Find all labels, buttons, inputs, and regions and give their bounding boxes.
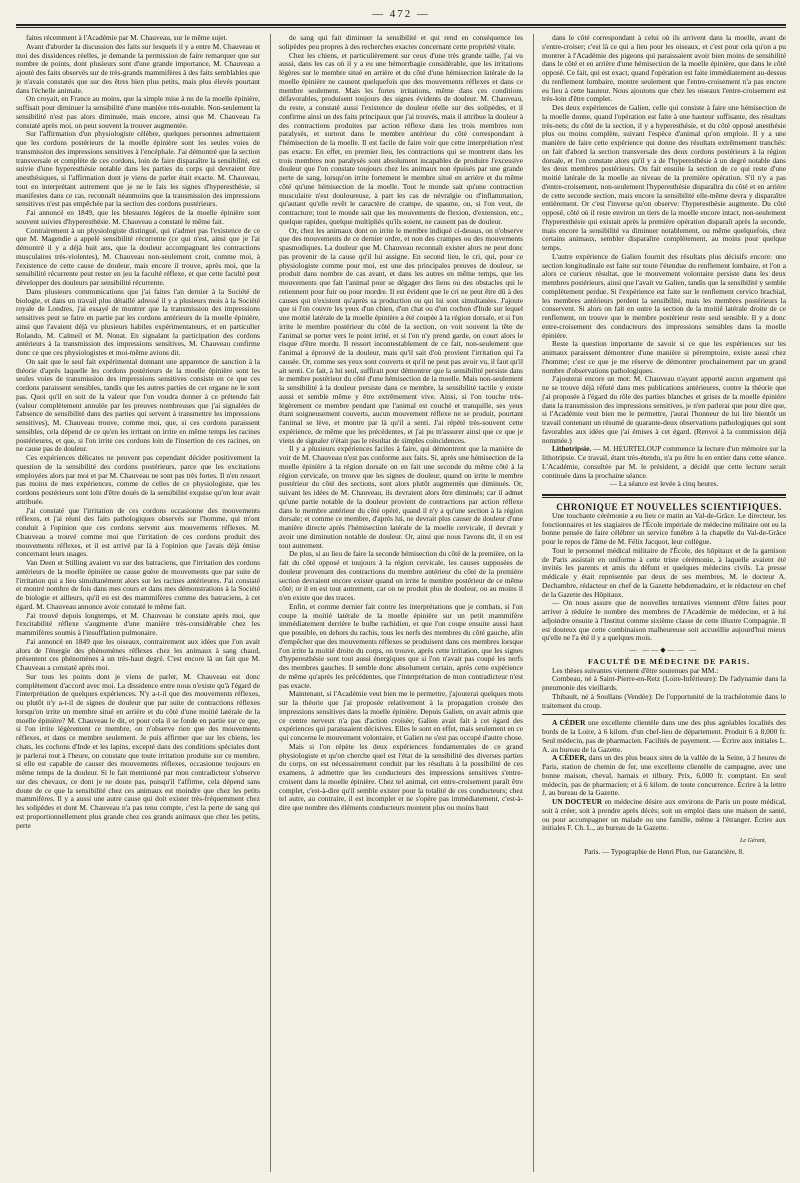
faculty-intro: Les thèses suivantes viennent d'être soutenues par MM.:	[552, 665, 719, 675]
column2-paragraph: Il y a plusieurs expériences faciles à faire, qui démontrent que la manière de voir de M. Chauveau n'est pas conforme aux faits. Si, après une hémisection de la moelle épinière à la région dorsale on en fait une seconde du même côté à la région cervicale, on trouve que les signes de douleur, quand on irrite le membre postérieur du côté des sections, sont alors plutôt augmentés que diminués. Or, suivant les idées de M. Chauveau, ils devraient alors être diminués; car il admet qu'une partie notable de la douleur provient de contractions par action réflexe dans le membre antérieur du côté opéré, quand il n'y a qu'une section à la région dorsale; et comme ce membre, d'après lui, ne devrait plus causer de douleur d'une manière directe après l'hémisection latérale de la moelle cervicale, il devrait y avoir une diminution notable de douleur. Or, ainsi que nous l'avons dit, il en est tout autrement.	[279, 444, 523, 550]
newspaper-page	[0, 4, 800, 1183]
column3-intro-paragraph: dans le côté correspondant à celui où ils arrivent dans la moelle, avant de s'entre-croiser; c'est là ce qui a lieu pour les oiseaux, et c'est pour cela qu'on a pu montrer à l'Académie des pigeons qui paraissaient avoir bien moins de sensibilité dans le côté et en arrière d'une hémisection de la moelle épinière, que dans le côté opposé. Ce fait, qui est exact, quand l'opération est faite immédiatement au-dessus du renflement lombaire, montre seulement que l'entre-croisement n'a pas encore eu lieu à cette hauteur. Nous ajoutons que chez les oiseaux l'entre-croisement est très-loin d'être complet.	[542, 34, 786, 104]
ads-body	[542, 719, 786, 833]
column2-paragraph: de sang qui fait diminuer la sensibilité et qui rend en conséquence les solipèdes peu propres à des recherches exactes concernant cette propriété vitale.	[279, 34, 523, 51]
classified-ad-lead: A CÉDER	[552, 718, 586, 728]
column2-paragraph: Chez les chiens, et particulièrement sur ceux d'une très grande taille, j'ai vu aussi, dans les cas où il y a eu une hémorrhagie considérable, que les irritations légères sur le membre situé en arrière et du côté d'une hémisection latérale de la moelle épinière ne causent quelquefois que des mouvements réflexes et dans ce membre seulement. Mais les fortes irritations, même dans ces conditions défavorables, produisent toujours des signes évidents de douleur. M. Chauveau, du reste, a constaté aussi l'existence de douleur réelle sur des solipèdes, et il confirme ainsi un des faits principaux que j'ai trouvés, mais il attribue la douleur à des contractions produites par action réflexe dans les trois membres non paralysés, et surtout dans le membre antérieur du côté correspondant à l'hémisection de la moelle. Il est facile de faire voir que cette interprétation n'est pas exacte. En effet, en premier lieu, les contractions qui se montrent dans les trois membres non paralysés sont absolument incapables de produire l'excessive douleur que l'on constate toujours chez les animaux non épuisés par une grande perte de sang, lorsqu'on irrite fortement le membre situé en arrière et du même côté qu'une hémisection de la moelle. Tout le monde sait qu'une contraction musculaire n'est douloureuse, à part les cas de névralgie ou d'inflammation, qu'autant qu'elle revêt le caractère de crampe, de spasme, ou, si l'on veut, de contracture; tout le monde sait que les mouvements de flexion, d'extension, etc., quelque rapides, quelque multipliés qu'ils soient, ne causent pas de douleur.	[279, 50, 523, 226]
column3-intro-paragraph: J'ajouterai encore un mot: M. Chauveau n'ayant apporté aucun argument qui ne se trouve déjà réfuté dans mes publications antérieures, contre la théorie que j'ai proposée à l'égard du rôle des parties blanches et grises de la moelle épinière dans la transmission des impressions sensitives, je n'en parlerai que pour dire que, si l'Académie veut bien me le permettre, j'aurai l'honneur de lui lire bientôt un travail contenant un résumé de quarante-deux observations pathologiques qui sont favorables aux idées que j'ai émises à cet égard. (Renvoi à la commission déjà nommée.)	[542, 374, 786, 445]
theses-body	[542, 675, 786, 710]
column-3-intro	[542, 34, 786, 445]
thesis-item: Thibault, né à Soullans (Vendée): De l'opportunité de la trachéotomie dans le traitement du croup.	[542, 691, 786, 710]
printer-line: Paris. — Typographie de Henri Plon, rue Garancière, 8.	[584, 847, 744, 856]
column-2	[270, 34, 523, 1172]
column1-paragraph: Dans plusieurs communications que j'ai faites l'an dernier à la Société de biologie, et dans un travail plus détaillé adressé il y a plusieurs mois à la Société royale de Londres, j'ai essayé de montrer que la transmission des impressions sensitives peut se faire en partie par les cordons antérieurs de la moelle épinière, ainsi que l'avaient déjà vu plusieurs habiles expérimentateurs, et en particulier Rolando, M. Calmeil et M. Nonat. En signalant la participation des cordons antérieurs à la transmission des impressions sensitives, M. Chauveau confirme donc ce que ces physiologistes et moi-même avions dit.	[16, 286, 260, 357]
column1-paragraph: On croyait, en France au moins, que la simple mise à nu de la moelle épinière, suffisait pour diminuer la sensibilité d'une manière très-notable. Non-seulement la sensibilité n'est pas alors diminuée, mais encore, ainsi que M. Chauveau l'a constaté après moi, on peut souvent la trouver augmentée.	[16, 94, 260, 130]
chronicle-title: CHRONIQUE ET NOUVELLES SCIENTIFIQUES.	[556, 502, 782, 512]
column2-paragraph: Enfin, et comme dernier fait contre les interprétations que je combats, si l'on coupe la moitié latérale de la moelle épinière sur un petit mammifère immédiatement derrière le bulbe rachidien, et que l'on coupe ensuite aussi haut que possible, en dehors du rachis, tous les nerfs des membres du côté gauche, afin d'empêcher que des mouvements réflexes se produisent dans ces membres lorsque l'on irrite la moitié droite du corps, on trouve, après cette irritation, que les signes d'hyperesthésie sont tout aussi énergiques que si l'on n'avait pas coupé les nerfs des membres gauches. Il semble donc absolument certain, après cette expérience de même qu'après les précédentes, que l'interprétation de mon contradicteur n'est pas exacte.	[279, 601, 523, 690]
page-number: — 472 —	[372, 8, 430, 20]
ornament-divider: — ——◆—— —	[629, 646, 699, 654]
lithotripsy-text: — M. HEURTELOUP commence la lecture d'un mémoire sur la lithotripsie. Ce travail, étant très-étendu, n'a pu être lu en entier dans cette séance. L'Académie, consultée par M. le président, a décidé que cette lecture serait continuée dans la prochaine séance.	[542, 444, 786, 480]
chronicle-paragraph: Tout le personnel médical militaire de l'École, des hôpitaux et de la garnison de Paris assistait en uniforme à cette triste cérémonie, à laquelle avaient été invités les parents et amis du défunt et quelques médecins civils. La presse médicale y était représentée par deux de ses membres, M. le docteur A. Dechambre, rédacteur en chef de la Gazette hebdomadaire, et le rédacteur en chef de la Gazette des Hôpitaux.	[542, 545, 786, 599]
column2-paragraph: Or, chez les animaux dont on irrite le membre indiqué ci-dessus, on n'observe que des mouvements de ce dernier ordre, et non des crampes ou des mouvements spasmodiques. La douleur que M. Chauveau reconnaît exister alors ne peut donc pas provenir de la cause qu'il lui assigne. En second lieu, le cri, qui, pour ce physiologiste comme pour moi, est une des principales preuves de douleur, se produit dans nombre de cas avant, et dans les autres en même temps, que les mouvements que fait l'animal pour se dégager des liens ou des obstacles qui le retiennent pour fuir ou pour mordre. Il est évident que le cri ne peut être dû à des causes qui n'existent qu'après sa production ou qui lui sont simultanées. J'ajoute que si l'on couvre les yeux d'un chien, d'un chat ou d'un cochon d'Inde sur lequel une moitié latérale de la moelle épinière a été coupée à la région dorsale, et si l'on irrite le membre postérieur du côté de la section, on voit souvent la tête de l'animal se porter vers le point irrité, et si l'on n'y prend garde, on court alors le risque d'être mordu. Il ressort incontestablement de ce fait, non-seulement que l'animal a éprouvé de la douleur, mais qu'il sait d'où provient l'irritation qui l'a causée. Or, comme ses yeux sont couverts et qu'il ne peut pas avoir vu, il faut qu'il ait senti. Ce fait, à lui seul, suffirait pour démontrer que la sensibilité persiste dans le membre postérieur du côté d'une hémisection de la moelle. Mais non-seulement la sensibilité à la douleur persiste dans ce membre, la sensibilité tactile y existe aussi et semble même y être extrêmement vive. Ainsi, si l'on touche très-légèrement ce membre pendant que l'animal est couché et tranquille, ses yeux étant soigneusement couverts, aucun mouvement réflexe ne se produit, pourtant l'animal se lève, et montre par là qu'il a senti. J'ai répété très-souvent cette expérience, de même que les précédentes, et j'ai pu m'assurer ainsi que ce que je viens de signaler n'était pas le résultat de simples coïncidences.	[279, 225, 523, 445]
column-1	[16, 34, 260, 1172]
column1-paragraph: On sait que le seul fait expérimental donnant une apparence de sanction à la théorie d'après laquelle les cordons postérieurs de la moelle épinière sont les seules voies de transmission des impressions sensitives consiste en ce que ces cordons paraissent sensibles, tandis que les autres parties de cet organe ne le sont pas. Quoi qu'il en soit de la valeur que l'on voudra donner à ce prétendu fait (valeur complètement annulée par les preuves nombreuses que j'ai signalées de l'absence de sensibilité dans des parties qui servent à transmettre les impressions sensitives), M. Chauveau trouve, comme moi, que, si ces cordons paraissent sensibles, cela dépend de ce qu'en les irritant on irrite en même temps les racines postérieures, et que, si l'on irrite ces cordons loin de l'insertion de ces racines, on ne cause pas de douleur.	[16, 356, 260, 454]
column2-paragraph: Mais si l'on répète les deux expériences fondamentales de ce grand physiologiste et qu'on cherche quel est l'état de la sensibilité des diverses parties du corps, on est nécessairement conduit par les résultats à la possibilité de ces examens, à admettre que les conducteurs des impressions sensitives s'entre-croisent dans la moelle épinière. Chez tel animal, cet entre-croisement paraît être complet, c'est-à-dire qu'il semble exister pour la totalité de ces conducteurs; chez tel autre, au contraire, il est incomplet et ne s'opère pas immédiatement, c'est-à-dire que nombre des éléments conducteurs montent plus ou moins haut	[279, 741, 523, 812]
column3-intro-paragraph: L'autre expérience de Galien fournit des résultats plus décisifs encore: une section longitudinale est faite sur toute l'étendue du renflement lombaire, et l'on a alors ce curieux résultat, que le mouvement volontaire persiste dans les deux membres postérieurs, ainsi que l'avait vu Galien, tandis que la sensibilité y semble complètement perdue. Si l'expérience est faite sur le renflement cervico brachial, les membres antérieurs perdent la sensibilité, mais les membres postérieurs la conservent. Si alors on fait en outre la section de la moitié latérale droite de ce renflement, on trouve que le membre postérieur reste seul sensible. Il y a donc entre-croisement des conducteurs des impressions sensibles dans la moelle épinière.	[542, 251, 786, 340]
column2-paragraph: De plus, si au lieu de faire la seconde hémisection du côté de la première, on la fait du côté opposé et toujours à la région cervicale, les causes supposées de douleur provenant des contractions du membre antérieur du côté de la première section devraient encore exister quand on irrite le membre postérieur de ce même côté; or il en est tout autrement, car on ne produit plus de douleur, ou au moins il n'en existe que des traces.	[279, 549, 523, 602]
thesis-item: Combeau, né à Saint-Pierre-en-Retz (Loire-Inférieure): De l'adynamie dans la pneumonie des vieillards.	[542, 674, 786, 692]
session-end: — La séance est levée à cinq heures.	[609, 479, 719, 489]
faculty-title: FACULTÉ DE MÉDECINE DE PARIS.	[587, 656, 751, 666]
column1-paragraph: Ces expériences délicates ne peuvent pas cependant décider positivement la question de la sensibilité des cordons postérieurs, parce que les excitations employées alors par moi et par M. Chauveau ne sont pas très fortes. Il n'en ressort pas moins de mes expériences, comme de celles de ce physiologiste, que les cordons postérieurs sont loin d'être doués de la sensibilité exquise qu'on leur avait attribuée.	[16, 453, 260, 506]
lithotripsy-paragraph	[542, 445, 786, 480]
classified-ad-text: dans un des plus beaux sites de la vallée de la Seine, à 2 heures de Paris, station de chemin de fer, une excellente clientèle de campagne, avec une bonne maison, cheval, harnais et tilbury. Prix, 6,000 fr. comptant. En seul médecin, pas de pharmacien; et à 6 kilom. de toute concurrence. Écrire à la lettre J, au bureau de la Gazette.	[542, 753, 786, 798]
columns	[16, 34, 786, 1172]
column1-paragraph: Sur tous les points dont je viens de parler, M. Chauveau est donc complètement d'accord avec moi. La dissidence entre nous n'existe qu'à l'égard de l'interprétation de quelques expériences. N'y a-t-il que des mouvements réflexes, ou plutôt n'y a-t-il de signes de douleur que par suite de contractions réflexes lorsqu'on irrite un membre situé en arrière et du côté d'une moitié latérale de la moelle épinière? M. Chauveau le dit, et pour cela il se fonde en partie sur ce que, si l'on irrite légèrement ce membre, on n'observe rien que des mouvements réflexes, et dans ce membre seulement. Je puis affirmer que sur les chiens, les chats, les cochons d'Inde et les lapins, excepté dans des conditions spéciales dont je parlerai tout à l'heure, on constate que toute irritation produite sur ce membre, si elle est capable de causer des mouvements réflexes, occasionne toujours en même temps de la douleur. Si le fait mentionné par mon contradicteur s'observe sur des chevaux, ce dont je ne doute pas, puisqu'il l'affirme, cela dépend sans doute de ce que la sensibilité chez ces animaux est moindre que chez les petits mammifères. Il y a aussi une autre cause qui doit exister très-fréquemment chez les solipèdes et dont M. Chauveau n'a pas tenu compte, c'est la perte de sang qui est proportionnellement plus grande chez ces grands animaux que chez les petits, perte	[16, 671, 260, 830]
classified-ad	[542, 798, 786, 833]
lithotripsy-lead: Lithotripsie.	[552, 444, 592, 454]
classified-ad	[542, 719, 786, 754]
column1-paragraph: J'ai trouvé depuis longtemps, et M. Chauveau le constate après moi, que l'excitabilité réflexe s'augmente d'une manière très-considérable chez les mammifères soumis à l'insufflation pulmonaire.	[16, 610, 260, 637]
ads-rule	[542, 714, 786, 715]
top-rule	[16, 24, 786, 28]
classified-ad-lead: A CÉDER,	[552, 753, 587, 763]
classified-ad-lead: UN DOCTEUR	[552, 797, 603, 806]
section-rule	[542, 494, 786, 498]
column1-paragraph: Van Deen et Stilling avaient vu sur des batraciens, que l'irritation des cordons antérieurs de la moelle épinière ne cause guère de mouvements que par suite de l'irritation qui a lieu simultanément alors sur les racines antérieures. J'ai constaté et montré nombre de fois dans mes cours et dans mes démonstrations à la Société de biologie et ailleurs, qu'il en est des mammifères comme des batraciens, à cet égard. M. Chauveau annonce avoir constaté le même fait.	[16, 558, 260, 611]
column1-paragraph: faites récemment à l'Académie par M. Chauveau, sur le même sujet.	[26, 34, 228, 42]
column1-paragraph: Contrairement à un physiologiste distingué, qui n'admet pas l'existence de ce que M. Magendie a appelé sensibilité récurrente (ce qui n'est, ainsi que je l'ai démontré il y a déjà huit ans, que la douleur accompagnant les contractions musculaires très-violentes), M. Chauveau non-seulement croit, comme moi, à l'existence de cette cause de douleur, mais encore il trouve, après moi, que la sensibilité récurrente peut rester en jeu la faculté réflexe, et que cette faculté peut développer des douleurs par sensibilité récurrente.	[16, 225, 260, 287]
column1-paragraph: Sur l'affirmation d'un physiologiste célèbre, quelques personnes admettaient que les cordons postérieurs de la moelle épinière sont les seules voies de transmission des impressions sensitives à l'encéphale. J'ai démontré que la section transversale et complète de ces cordons, loin de faire disparaître la sensibilité, est suivie d'une hyperesthésie notable dans les parties du corps qui devraient être anesthésiques, si l'affirmation dont je viens de parler était exacte. M. Chauveau, tout en interprétant autrement que je ne le fais les signes d'hyperesthésie, si manifestes dans ce cas, reconnaît néanmoins que la transmission des impressions sensitives n'est pas empêchée par la section des cordons postérieurs.	[16, 129, 260, 209]
column1-paragraph: J'ai annoncé en 1849 que les oiseaux, contrairement aux idées que l'on avait alors de l'énergie des phénomènes réflexes chez les animaux à sang chaud, présentent ces phénomènes à un très-haut degré. C'est encore là un fait que M. Chauveau a constaté après moi.	[16, 636, 260, 672]
column1-paragraph: Avant d'aborder la discussion des faits sur lesquels il y a entre M. Chauveau et moi des dissidences réelles, je demande la permission de faire remarquer que sur nombre de points, dont plusieurs sont d'une grande importance, M. Chauveau a ajouté des faits observés sur de très-grands mammifères à des faits semblables que je n'avais constatés que sur des êtres bien plus petits, mais plus élevés pourtant dans l'échelle animale.	[16, 41, 260, 95]
column3-intro-paragraph: Reste la question importante de savoir si ce que les expériences sur les animaux paraissent démontrer d'une manière si péremptoire, existe aussi chez l'homme; c'est ce que je me réserve de démontrer prochainement par un grand nombre d'observations pathologiques.	[542, 339, 786, 375]
column1-paragraph: J'ai constaté que l'irritation de ces cordons occasionne des mouvements réflexes, et j'ai réuni des faits pathologiques observés sur l'homme, qui m'ont conduit à l'opinion que ces cordons servent aux mouvements réflexes. M. Chauveau a trouvé comme moi que l'irritation de ces cordons produit des mouvements réflexes, et il est arrivé par là à l'opinion que j'avais déjà émise concernant leurs usages.	[16, 505, 260, 559]
chronicle-body	[542, 512, 786, 643]
chronicle-paragraph: — On nous assure que de nouvelles tentatives viennent d'être faites pour arriver à réduire le nombre des membres de l'Académie de médecine, et à lui adjoindre ensuite à l'Institut comme sixième classe de cette illustre Compagnie. Il est douteux que cette combinaison malheureuse soit accueillie aujourd'hui mieux qu'elle ne l'a été il y a quelques mois.	[542, 598, 786, 643]
classified-ad-text: une excellente clientèle dans une des plus agréables localités des bords de la Loire, à 6 kilom. d'un chef-lieu de département. Produit 6 à 8,000 fr. Seul médecin, pas de pharmacien. Facilités de payement. — Écrire aux initiales L. A. au bureau de la Gazette.	[542, 718, 786, 754]
column2-paragraph: Maintenant, si l'Académie veut bien me le permettre, j'ajouterai quelques mots sur la théorie que j'ai proposée relativement à la propagation croisée des impressions sensitives dans la moelle épinière. Depuis Galien, on avait admis que ce centre nerveux n'a pas d'action croisée; Galien avait fait à cet égard des expériences qui paraissaient décisives. Elles le sont en effet, mais seulement en ce qui concerne le mouvement volontaire, et Galien ne s'est pas occupé d'autre chose.	[279, 689, 523, 742]
column3-intro-paragraph: Des deux expériences de Galien, celle qui consiste à faire une hémisection de la moelle donne, quand l'opération est faite à une hauteur suffisante, des résultats très-nets; du côté de la section, il y a hyperesthésie, et du côté opposé anesthésie plus ou moins complète, suivant l'espèce d'animal qu'on emploie. Il y a une manière de faire cette expérience qui donne des résultats extrêmement tranchés: on fait d'abord la section transversale des deux cordons postérieurs à la région dorsale, et l'on constate alors qu'il y a de l'hyperesthésie à un degré notable dans les deux membres postérieurs. On fait ensuite la section de ce qui reste d'une moitié latérale de la moelle au niveau de la première opération. S'il n'y a pas d'entre-croisement, non-seulement l'hyperesthésie disparaîtra du côté et en arrière de cette seconde section, mais encore la sensibilité elle-même devra y disparaître entièrement. Or c'est l'inverse qu'on observe: l'hyperesthésie augmente. Du côté opposé, côté où il reste environ un tiers de la moelle encore intact, non-seulement l'hyperesthésie qui existait après la première opération disparaît après la seconde, mais encore la sensibilité va diminuer notablement, ou même quelquefois, chez certains animaux, sembler disparaître complètement, au moins pour quelque temps.	[542, 103, 786, 252]
column1-paragraph: J'ai annoncé en 1849, que les blessures légères de la moelle épinière sont souvent suivies d'hyperesthésie. M. Chauveau a constaté le même fait.	[16, 208, 260, 226]
chronicle-paragraph: Une touchante cérémonie a eu lieu ce matin au Val-de-Grâce. Le directeur, les fonctionnaires et les stagiaires de l'École impériale de médecine militaire ont eu la bonne pensée de faire célébrer un service funèbre à la chapelle du Val-de-Grâce pour le repos de l'âme de M. Félix Jacquot, leur collègue.	[542, 510, 786, 546]
classified-ad-text: en médecine désire aux environs de Paris un poste médical, soit à créer, soit à prendre après décès; soit un emploi dans une maison de santé, ou pour accompagner un malade ou une famille, même à l'étranger. Écrire aux initiales F. Ch. L., au bureau de la Gazette.	[542, 797, 786, 833]
column-3	[533, 34, 786, 1172]
classified-ad	[542, 754, 786, 798]
printer-label: Le Gérant,	[740, 838, 766, 844]
